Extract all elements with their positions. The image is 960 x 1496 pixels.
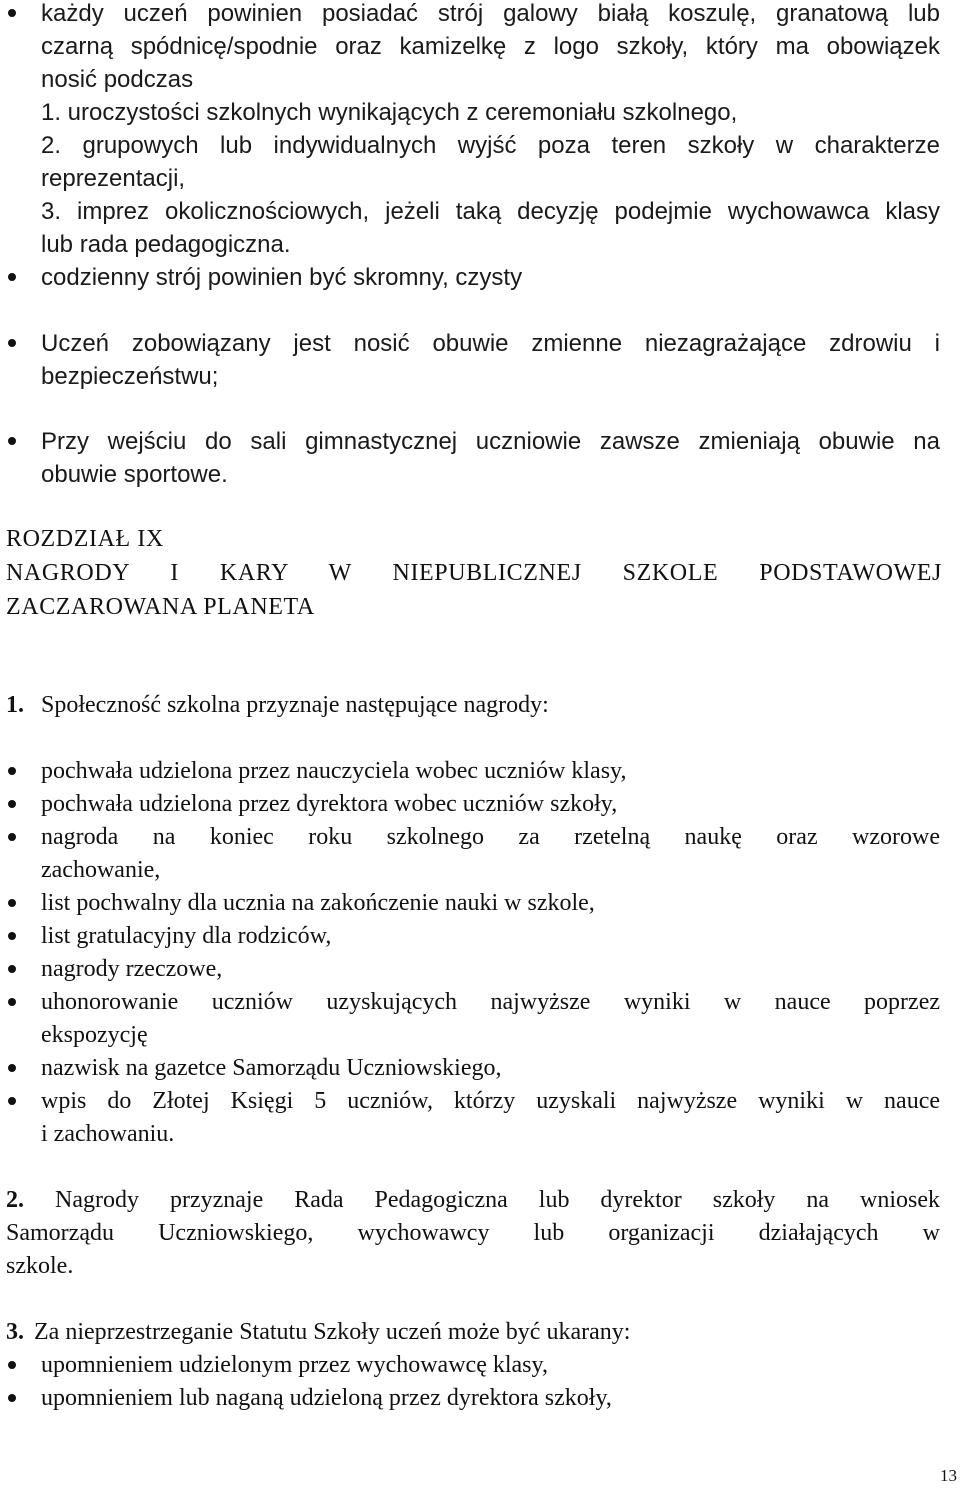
bullet-icon [8, 965, 16, 973]
bullet-icon [8, 998, 16, 1006]
chapter-subtitle: ZACZAROWANA PLANETA [6, 594, 315, 620]
chapter-title: NAGRODY I KARY W NIEPUBLICZNEJ SZKOLE PODSTAWOWEJ [6, 560, 942, 586]
page-number: 13 [940, 1466, 957, 1485]
bullet-icon [8, 9, 16, 17]
bullet-icon [8, 1361, 16, 1369]
bullet-icon [8, 1394, 16, 1402]
bullet-icon [8, 1064, 16, 1072]
bullet-icon [8, 273, 16, 281]
chapter-number: ROZDZIAŁ IX [6, 526, 164, 552]
bullet-icon [8, 339, 16, 347]
bullet-icon [8, 767, 16, 775]
document-page: każdy uczeń powinien posiadać strój galowy białą koszulę, granatową lub czarną spódnicę/spodnie oraz kamizelkę z logo szkoły, który ma obowiązek nosić podczas 1. uroczystości szkolnych wynikających z ceremoniału szkolnego, 2. grupowych lub indywidualnych wyjść poza teren szkoły w charakterze reprezentacji, 3. imprez okolicznościowych, jeżeli taką decyzję podejmie wychowawca klasy lub rada pedagogiczna. codzienny strój powinien być skromny, czysty Uczeń zobowiązany jest nosić obuwie zmienne niezagrażające zdrowiu i bezpieczeństwu; Przy wejściu do sali gimnastycznej uczniowie zawsze zmieniają obuwie na obuwie sportowe. ROZDZIAŁ IX NAGRODY I KARY W NIEPUBLICZNEJ SZKOLE PODSTAWOWEJ ZACZAROWANA PLANETA 1. Społeczność szkolna przyznaje następujące nagrody: pochwała udzielona przez nauczyciela wobec uczniów klasy, pochwała udzielona przez dyrektora wobec uczniów szkoły, nagroda na koniec roku szkolnego za rzetelną naukę oraz wzorowe zachowanie, list pochwalny dla ucznia na zakończenie nauki w szkole, list gratulacyjny dla rodziców, nagrody rzeczowe, uhonorowanie uczniów uzyskujących najwyższe wyniki w nauce poprzez ekspozycję nazwisk na gazetce Samorządu Uczniowskiego, wpis do Złotej Księgi 5 uczniów, którzy uzyskali najwyższe wyniki w nauce i zachowaniu. 2. Nagrody przyznaje Rada Pedagogiczna lub dyrektor szkoły na wniosek Samorządu Uczniowskiego, wychowawcy lub organizacji działających w szkole. 3. Za nieprzestrzeganie Statutu Szkoły uczeń może być ukarany: upomnieniem udzielonym przez wychowawcę klasy, upomnieniem lub naganą udzieloną przez dyrektora szkoły, 13 [6, 0, 957, 1485]
bullet-icon [8, 899, 16, 907]
bullet-icon [8, 1097, 16, 1105]
section-number: 2. [6, 1187, 24, 1213]
section-number: 3. [6, 1319, 24, 1345]
bullet-icon [8, 932, 16, 940]
bullet-icon [8, 800, 16, 808]
section-number: 1. [6, 692, 24, 718]
bullet-icon [8, 833, 16, 841]
bullet-icon [8, 437, 16, 445]
